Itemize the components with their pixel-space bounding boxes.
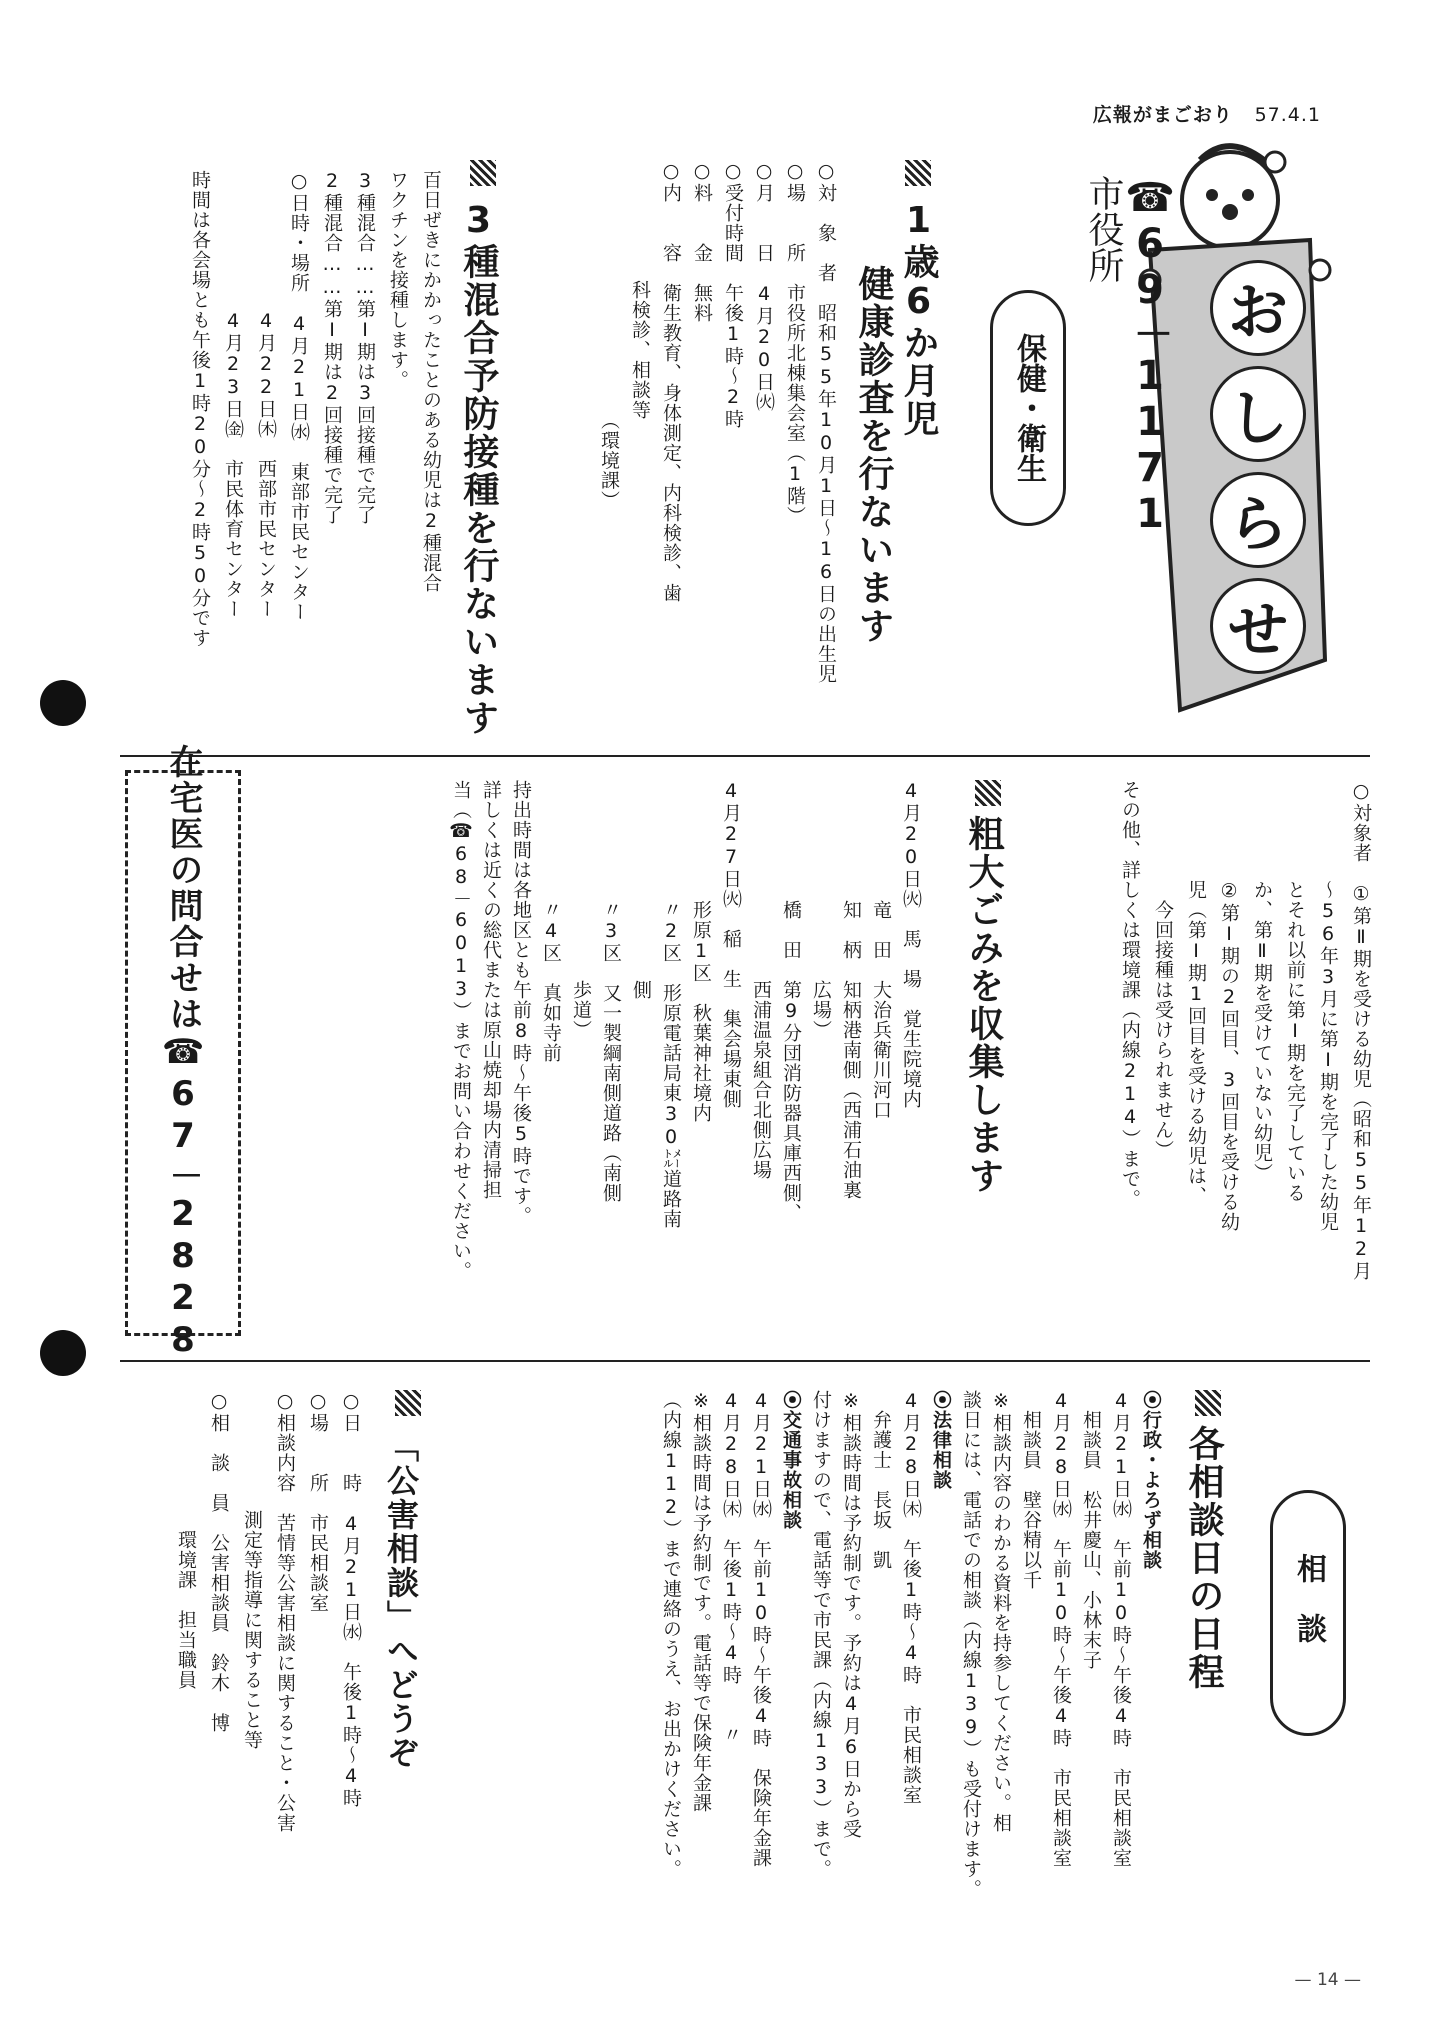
vaccine-target-line: か、第Ⅱ期を受けていない幼児）: [1251, 780, 1273, 1183]
vaccine-target-line: ～56年3月に第Ⅰ期を完了した幼児: [1317, 780, 1339, 1232]
vaccine-line: ○日時・場所 4月21日㈬ 東部市民センター: [288, 170, 310, 622]
consult-line: ⦿法律相談: [930, 1390, 952, 1490]
masthead-title: 広報がまごおり: [1092, 104, 1233, 126]
garbage-line: 〃2区 形原電話局東30㍍道路南: [660, 780, 682, 1229]
consult-line: ※相談時間は予約制です。電話等で保険年金課: [690, 1390, 712, 1813]
band-divider-1: [120, 755, 1370, 757]
garbage-line: 側: [630, 780, 652, 1000]
vaccine-line: ワクチンを接種します。: [387, 170, 409, 390]
garbage-line: 橋 田 第9分団消防器具庫西側、: [780, 780, 802, 1223]
vaccine-line: 4月22日㈭ 西部市民センター: [255, 170, 277, 619]
consult-line: 4月21日㈬ 午前10時～午後4時 市民相談室: [1110, 1390, 1132, 1868]
checkup-line: ○料 金 無料: [691, 160, 713, 323]
pollution-line: ○相談内容 苦情等公害相談に関すること・公害: [274, 1390, 296, 1833]
consult-line: 4月28日㈭ 午後1時～4時 市民相談室: [900, 1390, 922, 1805]
section-pollution-title: 「公害相談」へどうぞ: [382, 1430, 420, 1770]
vaccine-target-line: ○対象者 ①第Ⅱ期を受ける幼児（昭和55年12月: [1350, 780, 1372, 1281]
garbage-line: 歩道）: [570, 780, 592, 1040]
section-garbage-title: 粗大ごみを収集します: [963, 815, 1004, 1195]
pollution-line: ○相 談 員 公害相談員 鈴木 博: [208, 1390, 230, 1733]
mascot-char-3: ら: [1210, 472, 1306, 568]
contact-city-hall: [1083, 175, 1124, 575]
section-consult-body: [620, 1390, 1160, 1980]
section-checkup-subtitle: 健康診査を行ないます: [853, 265, 894, 645]
pollution-line: 環境課 担当職員: [175, 1390, 197, 1690]
contact-phone: [1127, 175, 1173, 595]
section-vaccine-body: [120, 170, 440, 740]
garbage-line: 広場）: [810, 780, 832, 1040]
garbage-line: 当（☎68－6013）までお問い合わせください。: [450, 780, 472, 1281]
garbage-line: 形原1区 秋葉神社境内: [690, 780, 712, 1123]
mascot-char-1: お: [1210, 260, 1306, 356]
consult-line: 弁護士 長坂 凱: [870, 1390, 892, 1570]
section-garbage-body: [270, 780, 920, 1340]
consult-line: ※相談時間は予約制です。予約は4月6日から受: [840, 1390, 862, 1839]
consult-line: 相談員 松井慶山、小林末子: [1080, 1390, 1102, 1670]
contact-label: 市役所: [1083, 175, 1124, 283]
checkup-line: ○場 所 市役所北棟集会室（1階）: [784, 160, 806, 526]
section-consult-hatch: [1195, 1390, 1221, 1420]
section-pollution-hatch: [395, 1390, 421, 1420]
binder-hole-bottom: [40, 1330, 86, 1376]
consult-line: 談日には、電話での相談（内線139）も受付けます。: [960, 1390, 982, 1899]
section-vaccine-title: 3種混合予防接種を行ないます: [458, 200, 499, 737]
consult-line: ⦿交通事故相談: [780, 1390, 802, 1530]
checkup-line: ○内 容 衛生教育、身体測定、内科検診、歯: [660, 160, 682, 603]
category-badge-health: [990, 290, 1066, 526]
checkup-line: （環境課）: [598, 160, 620, 511]
category-consult-label: 相談: [1291, 1553, 1326, 1673]
mascot-banner-text: [1170, 260, 1330, 674]
page-number: — 14 —: [1294, 1970, 1361, 1990]
checkup-line: 科検診、相談等: [629, 160, 651, 420]
binder-hole-top: [40, 680, 86, 726]
section-checkup-body: [575, 160, 835, 730]
mascot-char-4: せ: [1210, 578, 1306, 674]
vaccine-line: 3種混合……第Ⅰ期は3回接種で完了: [354, 170, 376, 525]
checkup-line: ○月 日 4月20日㈫: [753, 160, 775, 412]
consult-line: 4月21日㈬ 午前10時～午後4時 保険年金課: [750, 1390, 772, 1868]
checkup-line: ○対 象 者 昭和55年10月1日～16日の出生児: [815, 160, 837, 684]
pollution-line: 測定等指導に関すること等: [241, 1390, 263, 1750]
garbage-line: 〃4区 真如寺前: [540, 780, 562, 1063]
garbage-line: 西浦温泉組合北側広場: [750, 780, 772, 1180]
garbage-line: 4月20日㈫ 馬 場 覚生院境内: [900, 780, 922, 1109]
consult-line: （内線112）まで連絡のうえ、お出かけください。: [660, 1390, 682, 1879]
consult-line: ⦿行政・よろず相談: [1140, 1390, 1162, 1570]
section-garbage-hatch: [975, 780, 1001, 810]
band-divider-2: [120, 1360, 1370, 1362]
section-consult-title: 各相談日の日程: [1183, 1425, 1224, 1691]
consult-line: 4月28日㈬ 午前10時～午後4時 市民相談室: [1050, 1390, 1072, 1868]
vaccine-target-line: ②第Ⅰ期の2回目、3回目を受ける幼: [1218, 780, 1240, 1232]
garbage-line: 持出時間は各地区とも午前8時～午後5時です。: [510, 780, 532, 1226]
section-checkup-title: 1歳6か月児: [898, 200, 939, 438]
vaccine-line: 2種混合……第Ⅰ期は2回接種で完了: [321, 170, 343, 525]
consult-line: 4月28日㈭ 午後1時～4時 〃: [720, 1390, 742, 1745]
category-health-label: 保健・衛生: [1011, 333, 1046, 483]
section-vaccine-hatch: [470, 160, 496, 190]
vaccine-line: 百日ぜきにかかったことのある幼児は2種混合: [420, 170, 442, 593]
masthead: [1093, 100, 1321, 127]
contact-phone-number: ☎69－1171: [1127, 175, 1173, 537]
pollution-line: ○日 時 4月21日㈬ 午後1時～4時: [340, 1390, 362, 1808]
category-badge-consult: [1270, 1490, 1346, 1736]
vaccine-target-line: その他、詳しくは環境課（内線214）まで。: [1119, 780, 1141, 1209]
garbage-line: 知 柄 知柄港南側（西浦石油裏: [840, 780, 862, 1200]
vaccine-line: 4月23日㈮ 市民体育センター: [222, 170, 244, 619]
section-vaccine-target: [1040, 780, 1370, 1340]
vaccine-target-line: 今回接種は受けられません）: [1152, 780, 1174, 1160]
garbage-line: 竜 田 大治兵衛川河口: [870, 780, 892, 1120]
vaccine-line: 時間は各会場とも午後1時20分～2時50分です: [189, 170, 211, 648]
mascot-char-2: し: [1210, 366, 1306, 462]
section-checkup-hatch: [905, 160, 931, 190]
garbage-line: 詳しくは近くの総代または原山焼却場内清掃担: [480, 780, 502, 1200]
vaccine-target-line: 児（第Ⅰ期1回目を受ける幼児は、: [1185, 780, 1207, 1206]
section-pollution-body: [150, 1390, 360, 1970]
home-doctor-text: 在宅医の問合せは☎67－2828: [163, 744, 203, 1362]
consult-line: ※相談内容のわかる資料を持参してください。相: [990, 1390, 1012, 1833]
vaccine-target-line: とそれ以前に第Ⅰ期を完了している: [1284, 780, 1306, 1203]
garbage-line: 4月27日㈫ 稲 生 集会場東側: [720, 780, 742, 1109]
pollution-line: ○場 所 市民相談室: [307, 1390, 329, 1613]
consult-line: 付けますので、電話等で市民課（内線133）まで。: [810, 1390, 832, 1879]
checkup-line: ○受付時間 午後1時～2時: [722, 160, 744, 429]
home-doctor-box: [125, 744, 241, 1362]
garbage-line: 〃3区 又一製綱南側道路（南側: [600, 780, 622, 1203]
consult-line: 相談員 壁谷精以千: [1020, 1390, 1042, 1590]
masthead-date: 57.4.1: [1254, 104, 1321, 126]
